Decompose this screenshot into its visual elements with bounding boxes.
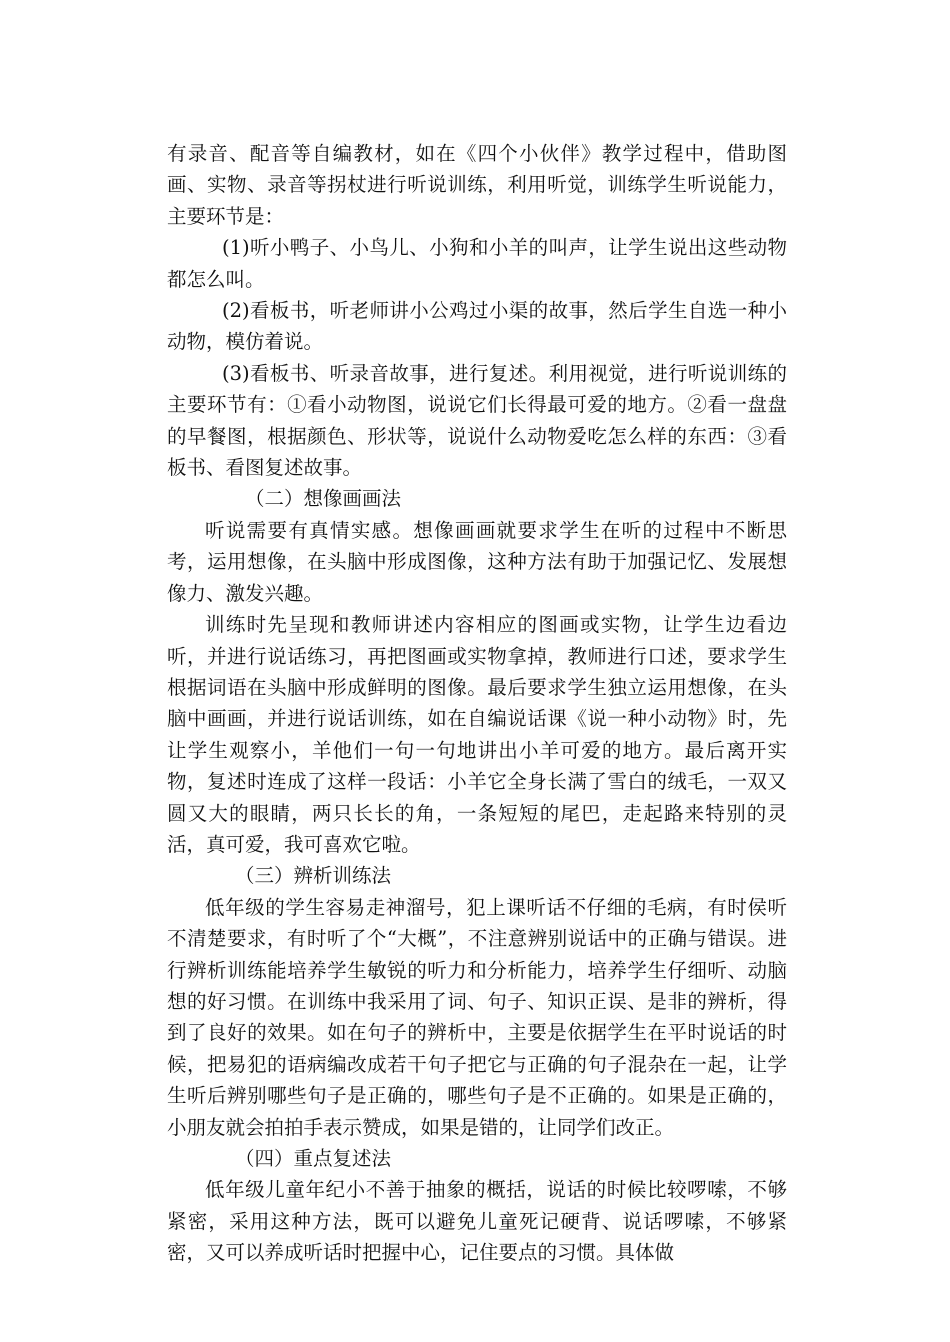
section-heading-4: （四）重点复述法 bbox=[235, 1147, 392, 1170]
section-heading-2: （二）想像画画法 bbox=[245, 487, 402, 511]
paragraph-step-2: (2)看板书，听老师讲小公鸡过小渠的故事，然后学生自选一种小动物，模仿着说。 bbox=[167, 299, 787, 354]
paragraph-imagination-2: 训练时先呈现和教师讲述内容相应的图画或实物，让学生边看边听，并进行说话练习，再把图画或实物拿掉，教师进行口述，要求学生根据词语在头脑中形成鲜明的图像。最后要求学生独立运用想像，在头脑中画画，并进行说话训练，如在自编说话课《说一种小动物》时，先让学生观察小，羊他们一句一句地讲出小羊可爱的地方。最后离开实物，复述时连成了这样一段话：小羊它全身长满了雪白的绒毛，一双又圆又大的眼睛，两只长长的角，一条短短的尾巴，走起路来特别的灵活，真可爱，我可喜欢它啦。 bbox=[167, 613, 787, 856]
document-page bbox=[167, 138, 787, 1269]
section-heading-3: （三）辨析训练法 bbox=[235, 864, 392, 888]
paragraph-step-1: (1)听小鸭子、小鸟儿、小狗和小羊的叫声，让学生说出这些动物都怎么叫。 bbox=[167, 236, 787, 291]
paragraph-discrimination: 低年级的学生容易走神溜号，犯上课听话不仔细的毛病，有时侯听不清楚要求，有时听了个“大概”，不注意辨别说话中的正确与错误。进行辨析训练能培养学生敏锐的听力和分析能力，培养学生仔细听、动脑想的好习惯。在训练中我采用了词、句子、知识正误、是非的辨析，得到了良好的效果。如在句子的辨析中，主要是依据学生在平时说话的时候，把易犯的语病编改成若干句子把它与正确的句子混杂在一起，让学生听后辨别哪些句子是正确的，哪些句子是不正确的。如果是正确的，小朋友就会拍拍手表示赞成，如果是错的，让同学们改正。 bbox=[167, 895, 787, 1139]
paragraph-step-3: (3)看板书、听录音故事，进行复述。利用视觉，进行听说训练的主要环节有：①看小动物图，说说它们长得最可爱的地方。②看一盘盘的早餐图，根据颜色、形状等，说说什么动物爱吃怎么样的东西：③看板书、看图复述故事。 bbox=[167, 361, 787, 480]
paragraph-intro: 有录音、配音等自编教材，如在《四个小伙伴》教学过程中，借助图画、实物、录音等拐杖进行听说训练，利用听觉，训练学生听说能力，主要环节是： bbox=[167, 142, 787, 228]
paragraph-retelling: 低年级儿童年纪小不善于抽象的概括，说话的时候比较啰嗦，不够紧密，采用这种方法，既可以避免儿童死记硬背、说话啰嗦，不够紧密，又可以养成听话时把握中心，记住要点的习惯。具体做 bbox=[167, 1178, 787, 1265]
paragraph-imagination-1: 听说需要有真情实感。想像画画就要求学生在听的过程中不断思考，运用想像，在头脑中形成图像，这种方法有助于加强记忆、发展想像力、激发兴趣。 bbox=[167, 518, 787, 605]
